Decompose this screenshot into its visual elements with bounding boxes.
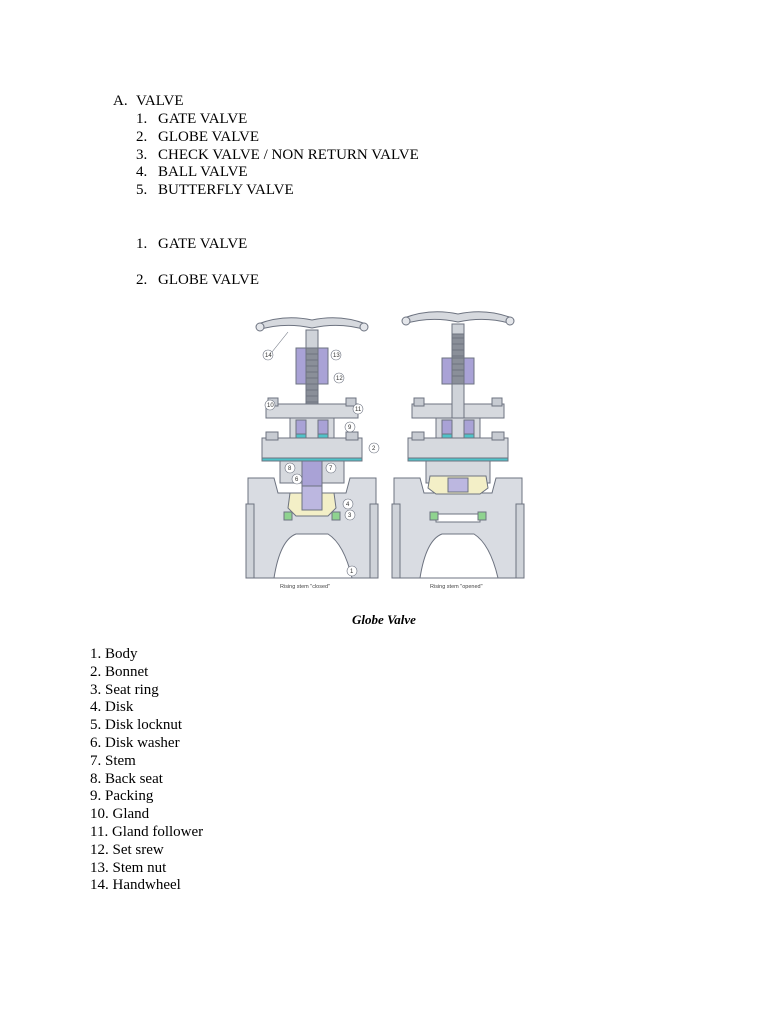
- outline-item-number: 2.: [136, 129, 148, 145]
- callout-label: 9: [348, 425, 352, 431]
- outline-item-label: GATE VALVE: [158, 111, 248, 127]
- globe-valve-figure: [244, 308, 528, 594]
- parts-list-item: 12. Set srew: [90, 841, 164, 858]
- callout-label: 1: [350, 569, 354, 575]
- parts-list-item: 11. Gland follower: [90, 823, 204, 840]
- callout-label: 14: [265, 353, 272, 359]
- parts-list: [90, 646, 203, 895]
- section-heading-number: 1.: [136, 236, 148, 252]
- outline-item-number: 1.: [136, 111, 148, 127]
- parts-list-item: 8. Back seat: [90, 770, 163, 787]
- parts-list-item: 4. Disk: [90, 699, 134, 716]
- callout-label: 2: [372, 446, 376, 452]
- callout-label: 7: [329, 466, 333, 472]
- parts-list-item: 1. Body: [90, 646, 138, 662]
- parts-list-item: 9. Packing: [90, 788, 154, 805]
- parts-list-item: 6. Disk washer: [90, 734, 180, 751]
- section-heading-gate-valve: GATE VALVE: [158, 236, 248, 252]
- outline-item-number: 4.: [136, 164, 148, 180]
- closed-state-label: Rising stem "closed": [280, 584, 331, 590]
- opened-state-label: Rising stem "opened": [430, 584, 483, 590]
- callout-label: 13: [333, 353, 340, 359]
- section-heading-number: 2.: [136, 272, 148, 288]
- outline-item-label: BALL VALVE: [158, 164, 248, 180]
- parts-list-item: 10. Gland: [90, 806, 150, 823]
- callout-label: 3: [348, 513, 352, 519]
- parts-list-item: 2. Bonnet: [90, 663, 149, 680]
- outline-item-label: GLOBE VALVE: [158, 129, 259, 145]
- callout-label: 11: [355, 407, 362, 413]
- outline-item-number: 3.: [136, 147, 148, 163]
- globe-valve-drawing: [244, 308, 528, 594]
- parts-list-item: 7. Stem: [90, 752, 136, 769]
- parts-list-item: 13. Stem nut: [90, 859, 167, 876]
- parts-list-item: 3. Seat ring: [90, 681, 159, 698]
- callout-label: 4: [346, 502, 350, 508]
- outline-item-label: CHECK VALVE / NON RETURN VALVE: [158, 147, 419, 163]
- outline-item-number: 5.: [136, 182, 148, 198]
- figure-caption: Globe Valve: [352, 612, 416, 627]
- section-heading-globe-valve: GLOBE VALVE: [158, 272, 259, 288]
- valve-opened: [392, 312, 524, 578]
- callout-label: 8: [288, 466, 292, 472]
- section-marker: A.: [113, 93, 128, 109]
- outline-item-label: BUTTERFLY VALVE: [158, 182, 294, 198]
- callout-label: 10: [267, 403, 274, 409]
- parts-list-item: 5. Disk locknut: [90, 717, 183, 734]
- section-title: VALVE: [136, 93, 184, 109]
- callout-label: 6: [295, 477, 299, 483]
- callout-label: 12: [336, 376, 343, 382]
- parts-list-item: 14. Handwheel: [90, 877, 181, 894]
